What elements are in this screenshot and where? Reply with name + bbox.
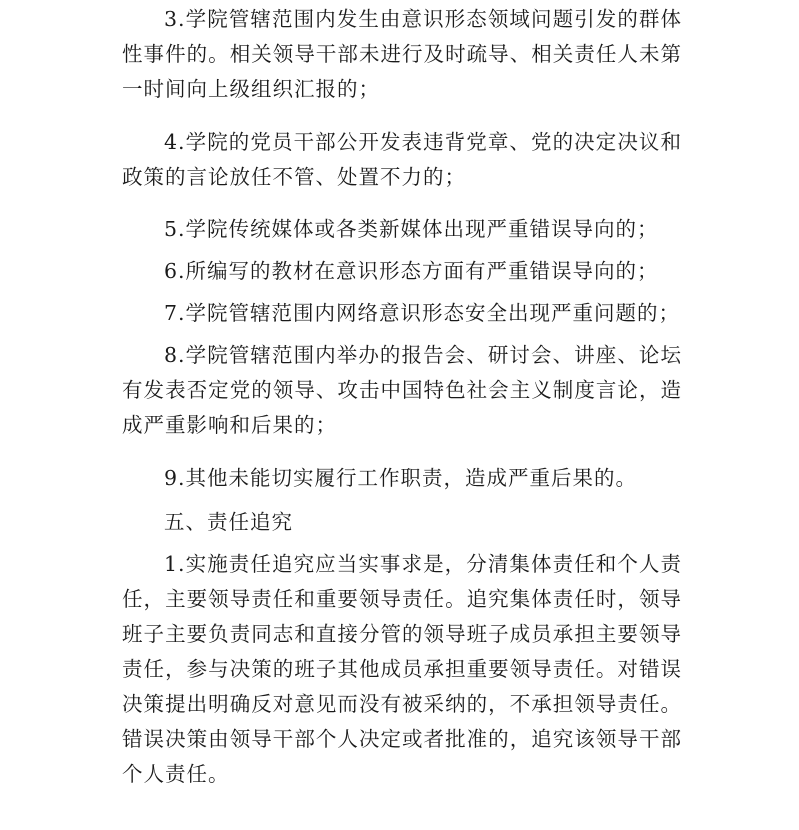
paragraph-item-9: 9.其他未能切实履行工作职责，造成严重后果的。 <box>164 466 638 490</box>
paragraph-item-3: 3.学院管辖范围内发生由意识形态领域问题引发的群体性事件的。相关领导干部未进行及时疏导、相关责任人未第一时间向上级组织汇报的； <box>122 7 682 101</box>
paragraph-item-6: 6.所编写的教材在意识形态方面有严重错误导向的； <box>164 259 659 283</box>
section-heading: 五、责任追究 <box>164 510 293 534</box>
paragraph-item-4: 4.学院的党员干部公开发表违背党章、党的决定决议和政策的言论放任不管、处置不力的； <box>122 130 682 189</box>
section-paragraph-1: 1.实施责任追究应当实事求是，分清集体责任和个人责任，主要领导责任和重要领导责任。追究集体责任时，领导班子主要负责同志和直接分管的领导班子成员承担主要领导责任，参与决策的班子其他成员承担重要领导责任。对错误决策提出明确反对意见而没有被采纳的，不承担领导责任。错误决策由领导干部个人决定或者批准的，追究该领导干部个人责任。 <box>122 552 682 786</box>
paragraph-item-5: 5.学院传统媒体或各类新媒体出现严重错误导向的； <box>164 217 659 241</box>
paragraph-item-8: 8.学院管辖范围内举办的报告会、研讨会、讲座、论坛有发表否定党的领导、攻击中国特色社会主义制度言论，造成严重影响和后果的； <box>122 343 682 437</box>
paragraph-item-7: 7.学院管辖范围内网络意识形态安全出现严重问题的； <box>164 301 681 325</box>
